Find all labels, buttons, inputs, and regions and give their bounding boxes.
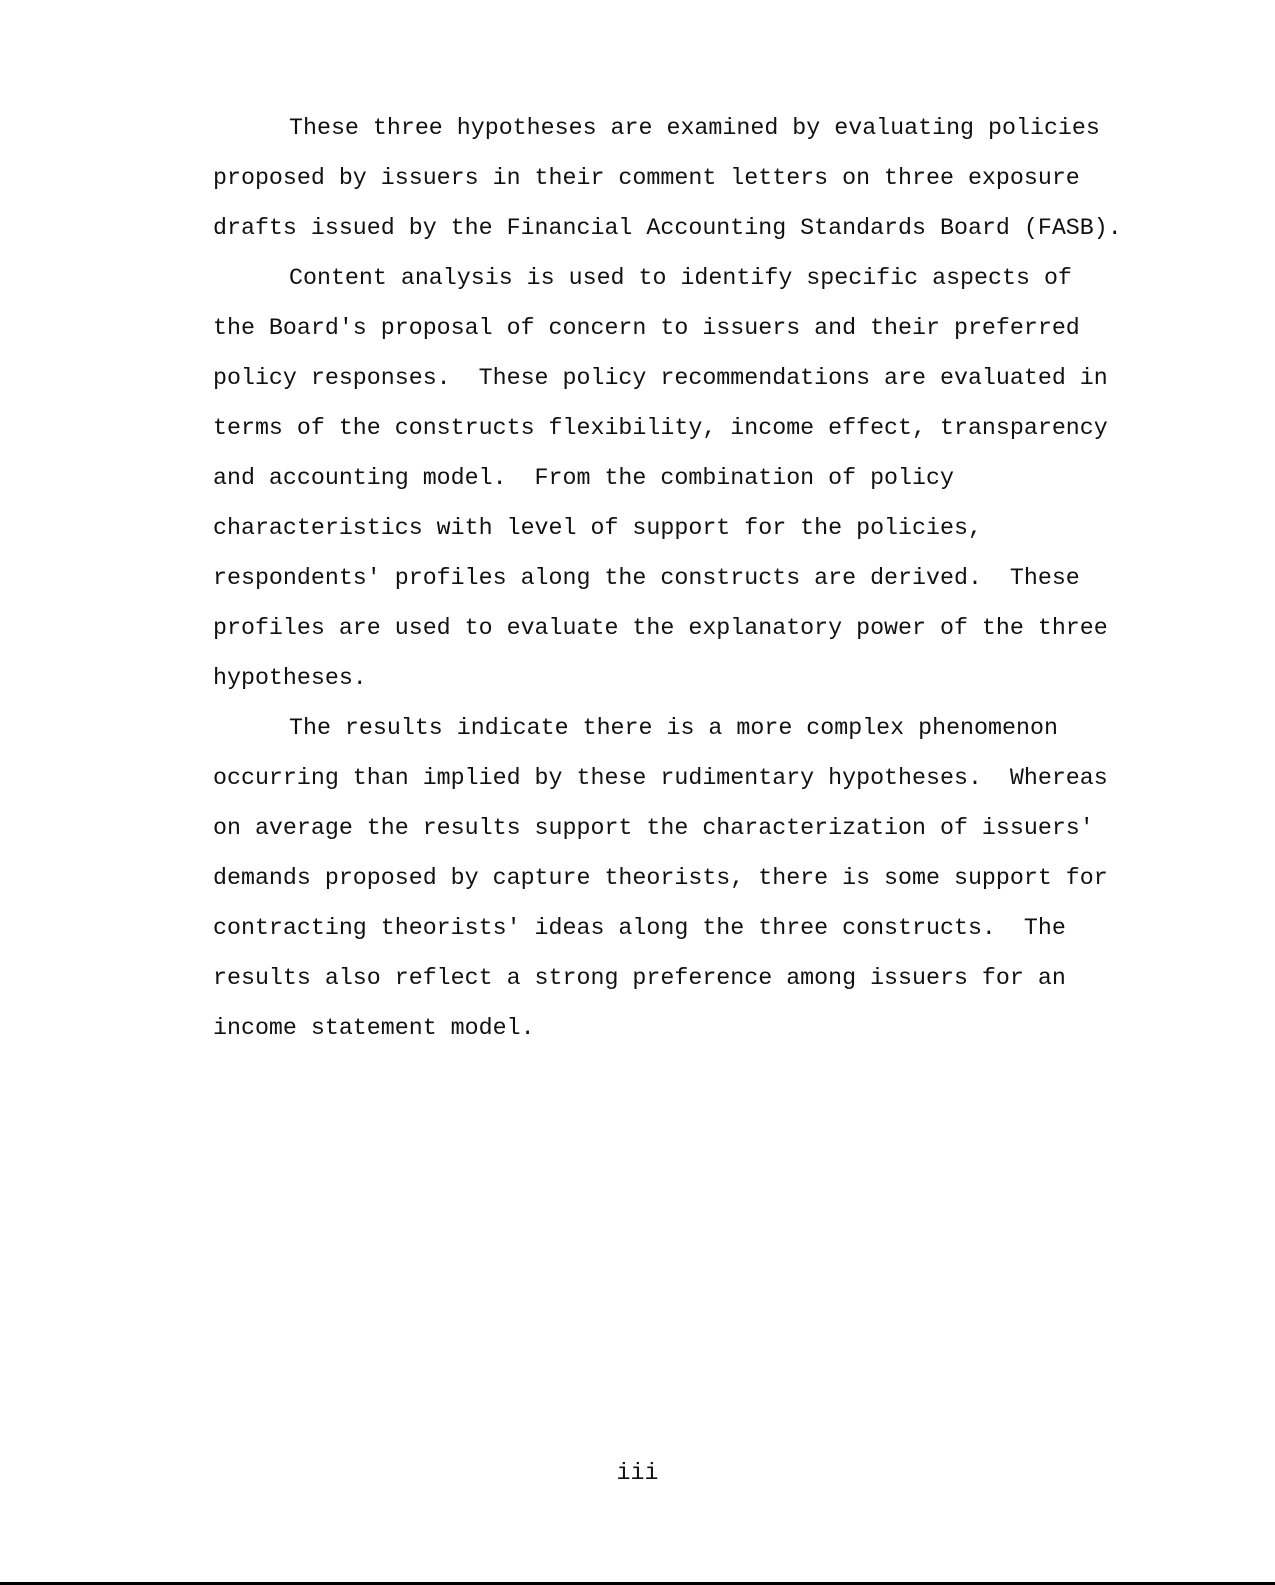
text-line: These three hypotheses are examined by evaluating policies xyxy=(289,115,1100,141)
page-number: iii xyxy=(616,1460,659,1486)
text-line: Content analysis is used to identify specific aspects of xyxy=(289,265,1072,291)
text-line: contracting theorists' ideas along the three constructs. The xyxy=(213,915,1066,941)
text-line: respondents' profiles along the constructs are derived. These xyxy=(213,565,1080,591)
text-line: terms of the constructs flexibility, income effect, transparency xyxy=(213,415,1108,441)
text-line: characteristics with level of support for the policies, xyxy=(213,515,982,541)
text-line: hypotheses. xyxy=(213,665,367,691)
text-line: the Board's proposal of concern to issuers and their preferred xyxy=(213,315,1080,341)
text-line: income statement model. xyxy=(213,1015,535,1041)
text-line: demands proposed by capture theorists, there is some support for xyxy=(213,865,1108,891)
text-line: policy responses. These policy recommendations are evaluated in xyxy=(213,365,1108,391)
text-line: and accounting model. From the combination of policy xyxy=(213,465,954,491)
text-line: results also reflect a strong preference among issuers for an xyxy=(213,965,1066,991)
text-line: drafts issued by the Financial Accounting Standards Board (FASB). xyxy=(213,215,1122,241)
text-line: profiles are used to evaluate the explanatory power of the three xyxy=(213,615,1108,641)
text-line: The results indicate there is a more complex phenomenon xyxy=(289,715,1058,741)
text-line: on average the results support the characterization of issuers' xyxy=(213,815,1094,841)
text-line: occurring than implied by these rudimentary hypotheses. Whereas xyxy=(213,765,1108,791)
text-line: proposed by issuers in their comment letters on three exposure xyxy=(213,165,1080,191)
